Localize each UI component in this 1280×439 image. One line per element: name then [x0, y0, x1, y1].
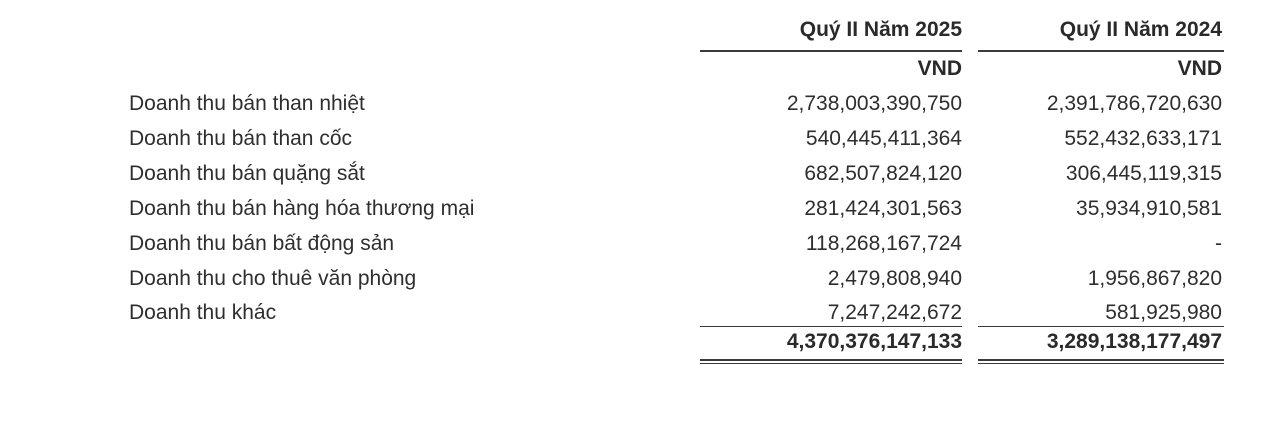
table-row	[0, 162, 1280, 192]
table-row	[0, 127, 1280, 157]
column-header-q2-2025: Quý II Năm 2025	[799, 18, 962, 41]
double-underline-2025	[700, 363, 962, 364]
value-2025: 2,479,808,940	[827, 267, 962, 290]
value-2025: 118,268,167,724	[805, 232, 962, 255]
value-2025: 2,738,003,390,750	[786, 92, 962, 115]
value-2024: 581,925,980	[1105, 301, 1222, 324]
total-rule-2025	[700, 326, 962, 327]
value-2025: 682,507,824,120	[804, 162, 962, 185]
value-2024: -	[1215, 232, 1222, 255]
double-underline-2024	[978, 363, 1224, 364]
total-value-2025: 4,370,376,147,133	[786, 330, 962, 353]
column-header-q2-2024: Quý II Năm 2024	[1059, 18, 1222, 41]
unit-label-2024: VND	[1177, 57, 1222, 80]
table-row	[0, 267, 1280, 297]
header-rule-2025	[700, 50, 962, 52]
total-value-2024: 3,289,138,177,497	[1046, 330, 1222, 353]
total-rule-2024	[978, 326, 1224, 327]
value-2024: 1,956,867,820	[1087, 267, 1222, 290]
header-rule-2024	[978, 50, 1224, 52]
row-label: Doanh thu bán than cốc	[129, 127, 353, 150]
unit-label-2025: VND	[917, 57, 962, 80]
table-row	[0, 92, 1280, 122]
value-2025: 281,424,301,563	[804, 197, 962, 220]
row-label: Doanh thu bán hàng hóa thương mại	[129, 197, 475, 220]
value-2025: 7,247,242,672	[827, 301, 962, 324]
value-2025: 540,445,411,364	[805, 127, 962, 150]
row-label: Doanh thu khác	[129, 301, 277, 324]
value-2024: 2,391,786,720,630	[1046, 92, 1222, 115]
row-label: Doanh thu bán bất động sản	[129, 232, 395, 255]
row-label: Doanh thu bán than nhiệt	[129, 92, 365, 115]
double-underline-2024	[978, 359, 1224, 361]
value-2024: 306,445,119,315	[1065, 162, 1222, 185]
total-row	[0, 330, 1280, 360]
row-label: Doanh thu bán quặng sắt	[129, 162, 365, 185]
value-2024: 552,432,633,171	[1064, 127, 1222, 150]
table-row	[0, 197, 1280, 227]
row-label: Doanh thu cho thuê văn phòng	[129, 267, 417, 290]
double-underline-2025	[700, 359, 962, 361]
value-2024: 35,934,910,581	[1076, 197, 1222, 220]
table-row	[0, 232, 1280, 262]
